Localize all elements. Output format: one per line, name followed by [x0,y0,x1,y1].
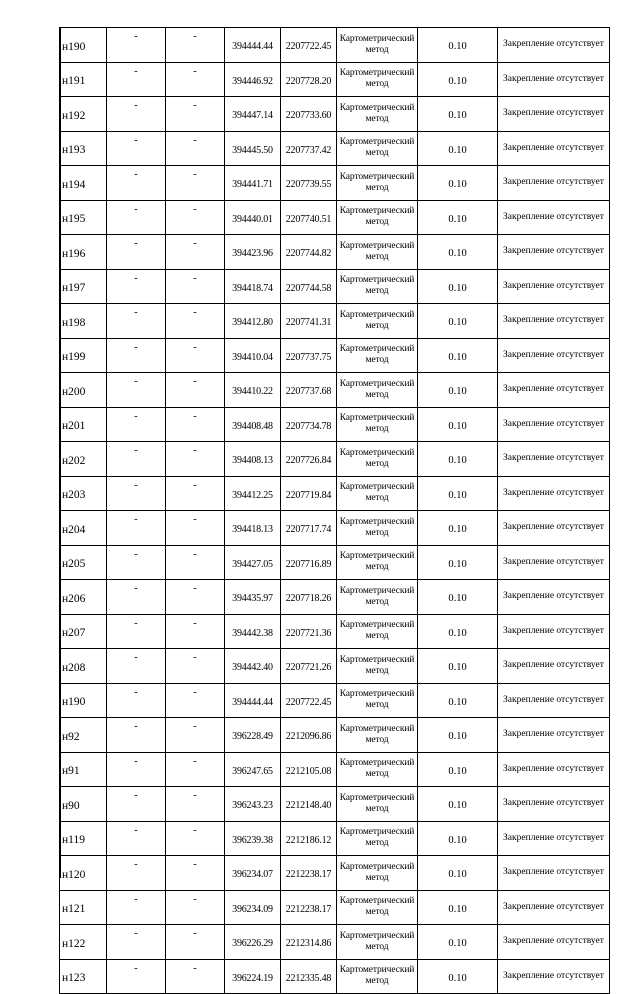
point-id-cell: н119 [60,821,107,856]
x-coordinate-cell: 394412.25 [225,476,281,511]
fixation-cell: Закрепление отсутствует [498,407,610,442]
old-y-cell: - [166,28,225,63]
fixation-cell: Закрепление отсутствует [498,821,610,856]
old-y-cell: - [166,614,225,649]
precision-cell: 0.10 [418,407,498,442]
table-row [60,373,610,408]
precision-cell: 0.10 [418,890,498,925]
table-row [60,856,610,891]
point-id-cell: н194 [60,166,107,201]
fixation-cell: Закрепление отсутствует [498,614,610,649]
table-row [60,718,610,753]
old-y-cell: - [166,476,225,511]
fixation-cell: Закрепление отсутствует [498,442,610,477]
x-coordinate-cell: 394410.04 [225,338,281,373]
y-coordinate-cell: 2207716.89 [281,545,337,580]
x-coordinate-cell: 394408.48 [225,407,281,442]
table-row [60,476,610,511]
y-coordinate-cell: 2207737.68 [281,373,337,408]
point-id-cell: н206 [60,580,107,615]
point-id-cell: н204 [60,511,107,546]
old-x-cell: - [107,856,166,891]
old-y-cell: - [166,580,225,615]
table-row [60,545,610,580]
old-y-cell: - [166,166,225,201]
point-id-cell: н190 [60,683,107,718]
fixation-cell: Закрепление отсутствует [498,752,610,787]
y-coordinate-cell: 2207733.60 [281,97,337,132]
table-row [60,614,610,649]
fixation-cell: Закрепление отсутствует [498,718,610,753]
y-coordinate-cell: 2207728.20 [281,62,337,97]
old-x-cell: - [107,28,166,63]
old-x-cell: - [107,683,166,718]
point-id-cell: н198 [60,304,107,339]
old-y-cell: - [166,407,225,442]
method-cell: Картометрический метод [337,683,418,718]
y-coordinate-cell: 2212238.17 [281,856,337,891]
point-id-cell: н200 [60,373,107,408]
table-row [60,62,610,97]
old-x-cell: - [107,131,166,166]
old-x-cell: - [107,338,166,373]
precision-cell: 0.10 [418,511,498,546]
y-coordinate-cell: 2212238.17 [281,890,337,925]
fixation-cell: Закрепление отсутствует [498,166,610,201]
y-coordinate-cell: 2207737.42 [281,131,337,166]
y-coordinate-cell: 2212314.86 [281,925,337,960]
y-coordinate-cell: 2212186.12 [281,821,337,856]
x-coordinate-cell: 396226.29 [225,925,281,960]
method-cell: Картометрический метод [337,166,418,201]
point-id-cell: н199 [60,338,107,373]
method-cell: Картометрический метод [337,407,418,442]
fixation-cell: Закрепление отсутствует [498,235,610,270]
method-cell: Картометрический метод [337,752,418,787]
old-y-cell: - [166,442,225,477]
point-id-cell: н91 [60,752,107,787]
table-row [60,752,610,787]
x-coordinate-cell: 394427.05 [225,545,281,580]
table-row [60,269,610,304]
precision-cell: 0.10 [418,166,498,201]
x-coordinate-cell: 396239.38 [225,821,281,856]
precision-cell: 0.10 [418,787,498,822]
fixation-cell: Закрепление отсутствует [498,338,610,373]
table-row [60,580,610,615]
y-coordinate-cell: 2207717.74 [281,511,337,546]
table-row [60,407,610,442]
method-cell: Картометрический метод [337,304,418,339]
point-id-cell: н92 [60,718,107,753]
old-x-cell: - [107,925,166,960]
precision-cell: 0.10 [418,28,498,63]
old-x-cell: - [107,545,166,580]
method-cell: Картометрический метод [337,649,418,684]
y-coordinate-cell: 2207734.78 [281,407,337,442]
old-x-cell: - [107,752,166,787]
point-id-cell: н123 [60,959,107,994]
coordinates-sheet [59,27,609,994]
method-cell: Картометрический метод [337,545,418,580]
x-coordinate-cell: 394423.96 [225,235,281,270]
x-coordinate-cell: 394440.01 [225,200,281,235]
point-id-cell: н197 [60,269,107,304]
old-y-cell: - [166,959,225,994]
old-y-cell: - [166,649,225,684]
table-row [60,28,610,63]
point-id-cell: н122 [60,925,107,960]
method-cell: Картометрический метод [337,476,418,511]
precision-cell: 0.10 [418,856,498,891]
precision-cell: 0.10 [418,131,498,166]
x-coordinate-cell: 396247.65 [225,752,281,787]
old-x-cell: - [107,166,166,201]
y-coordinate-cell: 2207721.26 [281,649,337,684]
y-coordinate-cell: 2207739.55 [281,166,337,201]
x-coordinate-cell: 394444.44 [225,28,281,63]
x-coordinate-cell: 394447.14 [225,97,281,132]
y-coordinate-cell: 2207726.84 [281,442,337,477]
old-x-cell: - [107,200,166,235]
method-cell: Картометрический метод [337,269,418,304]
precision-cell: 0.10 [418,683,498,718]
fixation-cell: Закрепление отсутствует [498,649,610,684]
old-y-cell: - [166,787,225,822]
y-coordinate-cell: 2207721.36 [281,614,337,649]
old-y-cell: - [166,821,225,856]
table-row [60,235,610,270]
old-x-cell: - [107,407,166,442]
x-coordinate-cell: 394418.13 [225,511,281,546]
table-row [60,166,610,201]
method-cell: Картометрический метод [337,718,418,753]
x-coordinate-cell: 394412.80 [225,304,281,339]
old-x-cell: - [107,511,166,546]
table-row [60,200,610,235]
point-id-cell: н191 [60,62,107,97]
old-y-cell: - [166,752,225,787]
method-cell: Картометрический метод [337,235,418,270]
old-y-cell: - [166,683,225,718]
old-y-cell: - [166,269,225,304]
table-row [60,925,610,960]
x-coordinate-cell: 394435.97 [225,580,281,615]
table-row [60,304,610,339]
x-coordinate-cell: 396228.49 [225,718,281,753]
point-id-cell: н195 [60,200,107,235]
old-x-cell: - [107,787,166,822]
point-id-cell: н120 [60,856,107,891]
method-cell: Картометрический метод [337,442,418,477]
old-y-cell: - [166,511,225,546]
fixation-cell: Закрепление отсутствует [498,97,610,132]
x-coordinate-cell: 394410.22 [225,373,281,408]
fixation-cell: Закрепление отсутствует [498,373,610,408]
fixation-cell: Закрепление отсутствует [498,131,610,166]
fixation-cell: Закрепление отсутствует [498,545,610,580]
precision-cell: 0.10 [418,62,498,97]
point-id-cell: н196 [60,235,107,270]
old-x-cell: - [107,890,166,925]
table-row [60,683,610,718]
point-id-cell: н201 [60,407,107,442]
precision-cell: 0.10 [418,649,498,684]
y-coordinate-cell: 2207744.58 [281,269,337,304]
precision-cell: 0.10 [418,304,498,339]
old-y-cell: - [166,338,225,373]
table-row [60,131,610,166]
method-cell: Картометрический метод [337,614,418,649]
y-coordinate-cell: 2212105.08 [281,752,337,787]
fixation-cell: Закрепление отсутствует [498,925,610,960]
precision-cell: 0.10 [418,718,498,753]
fixation-cell: Закрепление отсутствует [498,476,610,511]
table-row [60,338,610,373]
x-coordinate-cell: 394446.92 [225,62,281,97]
y-coordinate-cell: 2212148.40 [281,787,337,822]
method-cell: Картометрический метод [337,97,418,132]
old-x-cell: - [107,62,166,97]
method-cell: Картометрический метод [337,338,418,373]
y-coordinate-cell: 2207744.82 [281,235,337,270]
point-id-cell: н202 [60,442,107,477]
point-id-cell: н121 [60,890,107,925]
table-row [60,890,610,925]
y-coordinate-cell: 2207737.75 [281,338,337,373]
method-cell: Картометрический метод [337,890,418,925]
precision-cell: 0.10 [418,476,498,511]
precision-cell: 0.10 [418,614,498,649]
precision-cell: 0.10 [418,97,498,132]
method-cell: Картометрический метод [337,511,418,546]
point-id-cell: н205 [60,545,107,580]
old-x-cell: - [107,821,166,856]
x-coordinate-cell: 394408.13 [225,442,281,477]
y-coordinate-cell: 2207722.45 [281,683,337,718]
fixation-cell: Закрепление отсутствует [498,28,610,63]
fixation-cell: Закрепление отсутствует [498,959,610,994]
old-x-cell: - [107,442,166,477]
method-cell: Картометрический метод [337,200,418,235]
y-coordinate-cell: 2207718.26 [281,580,337,615]
method-cell: Картометрический метод [337,373,418,408]
old-x-cell: - [107,580,166,615]
old-y-cell: - [166,200,225,235]
x-coordinate-cell: 394418.74 [225,269,281,304]
y-coordinate-cell: 2207722.45 [281,28,337,63]
table-row [60,511,610,546]
point-id-cell: н208 [60,649,107,684]
method-cell: Картометрический метод [337,28,418,63]
old-x-cell: - [107,304,166,339]
precision-cell: 0.10 [418,442,498,477]
old-x-cell: - [107,373,166,408]
method-cell: Картометрический метод [337,821,418,856]
point-id-cell: н190 [60,28,107,63]
point-id-cell: н193 [60,131,107,166]
x-coordinate-cell: 396243.23 [225,787,281,822]
old-x-cell: - [107,97,166,132]
old-y-cell: - [166,373,225,408]
x-coordinate-cell: 394445.50 [225,131,281,166]
fixation-cell: Закрепление отсутствует [498,856,610,891]
y-coordinate-cell: 2212335.48 [281,959,337,994]
old-y-cell: - [166,545,225,580]
fixation-cell: Закрепление отсутствует [498,62,610,97]
method-cell: Картометрический метод [337,62,418,97]
point-id-cell: н207 [60,614,107,649]
fixation-cell: Закрепление отсутствует [498,580,610,615]
x-coordinate-cell: 396234.07 [225,856,281,891]
old-x-cell: - [107,235,166,270]
method-cell: Картометрический метод [337,131,418,166]
fixation-cell: Закрепление отсутствует [498,890,610,925]
precision-cell: 0.10 [418,200,498,235]
precision-cell: 0.10 [418,580,498,615]
boundary-points-table [59,27,610,994]
old-y-cell: - [166,235,225,270]
point-id-cell: н90 [60,787,107,822]
method-cell: Картометрический метод [337,580,418,615]
old-y-cell: - [166,304,225,339]
x-coordinate-cell: 396224.19 [225,959,281,994]
old-y-cell: - [166,97,225,132]
old-x-cell: - [107,718,166,753]
precision-cell: 0.10 [418,338,498,373]
precision-cell: 0.10 [418,925,498,960]
method-cell: Картометрический метод [337,925,418,960]
precision-cell: 0.10 [418,373,498,408]
y-coordinate-cell: 2207740.51 [281,200,337,235]
x-coordinate-cell: 394444.44 [225,683,281,718]
old-y-cell: - [166,131,225,166]
table-row [60,649,610,684]
x-coordinate-cell: 394441.71 [225,166,281,201]
fixation-cell: Закрепление отсутствует [498,304,610,339]
old-y-cell: - [166,890,225,925]
old-x-cell: - [107,476,166,511]
table-row [60,442,610,477]
precision-cell: 0.10 [418,269,498,304]
precision-cell: 0.10 [418,545,498,580]
point-id-cell: н192 [60,97,107,132]
precision-cell: 0.10 [418,235,498,270]
old-y-cell: - [166,718,225,753]
x-coordinate-cell: 394442.38 [225,614,281,649]
old-y-cell: - [166,62,225,97]
precision-cell: 0.10 [418,821,498,856]
old-x-cell: - [107,959,166,994]
old-y-cell: - [166,925,225,960]
precision-cell: 0.10 [418,752,498,787]
point-id-cell: н203 [60,476,107,511]
y-coordinate-cell: 2212096.86 [281,718,337,753]
x-coordinate-cell: 394442.40 [225,649,281,684]
x-coordinate-cell: 396234.09 [225,890,281,925]
fixation-cell: Закрепление отсутствует [498,200,610,235]
precision-cell: 0.10 [418,959,498,994]
table-row [60,821,610,856]
old-x-cell: - [107,614,166,649]
method-cell: Картометрический метод [337,787,418,822]
y-coordinate-cell: 2207719.84 [281,476,337,511]
old-y-cell: - [166,856,225,891]
fixation-cell: Закрепление отсутствует [498,511,610,546]
table-row [60,959,610,994]
table-body [60,28,610,994]
old-x-cell: - [107,269,166,304]
y-coordinate-cell: 2207741.31 [281,304,337,339]
fixation-cell: Закрепление отсутствует [498,683,610,718]
method-cell: Картометрический метод [337,959,418,994]
fixation-cell: Закрепление отсутствует [498,787,610,822]
table-row [60,787,610,822]
fixation-cell: Закрепление отсутствует [498,269,610,304]
old-x-cell: - [107,649,166,684]
table-row [60,97,610,132]
method-cell: Картометрический метод [337,856,418,891]
